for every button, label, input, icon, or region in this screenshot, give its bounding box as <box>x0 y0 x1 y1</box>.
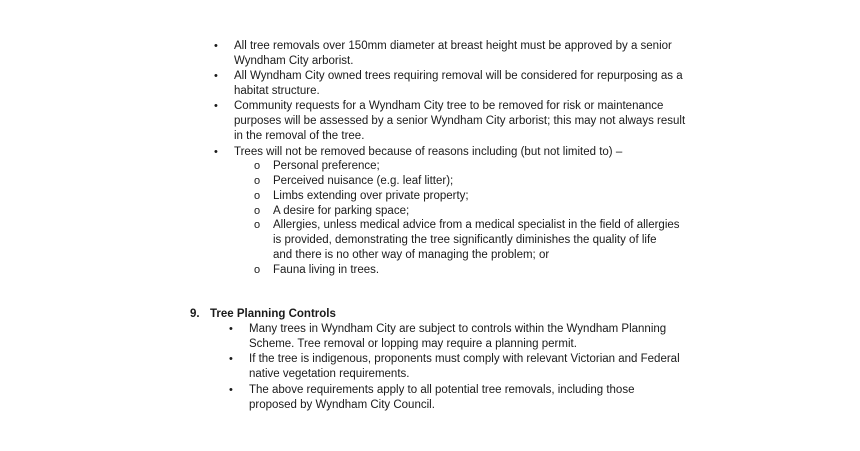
circle-marker: o <box>254 219 261 231</box>
bullet-marker: • <box>214 40 218 52</box>
bullet-marker: • <box>229 384 233 396</box>
circle-marker: o <box>254 175 261 187</box>
list-a-item-3-line-1: Community requests for a Wyndham City tree to be removed for risk or maintenance <box>234 100 664 112</box>
list-b-item-3-line-2: proposed by Wyndham City Council. <box>249 399 435 411</box>
circle-marker: o <box>254 160 261 172</box>
list-a-item-3-line-2: purposes will be assessed by a senior Wyndham City arborist; this may not always result <box>234 115 686 127</box>
sub-item-5-line-1: Allergies, unless medical advice from a medical specialist in the field of allergies <box>273 219 680 231</box>
list-b-item-3-line-1: The above requirements apply to all potential tree removals, including those <box>249 384 635 396</box>
circle-marker: o <box>254 264 261 276</box>
bullet-marker: • <box>214 146 218 158</box>
list-a-item-1-line-1: All tree removals over 150mm diameter at breast height must be approved by a senior <box>234 40 672 52</box>
sub-item-2: Perceived nuisance (e.g. leaf litter); <box>273 175 454 187</box>
bullet-marker: • <box>214 70 218 82</box>
sub-item-5-line-2: is provided, demonstrating the tree significantly diminishes the quality of life <box>273 234 657 246</box>
bullet-marker: • <box>214 100 218 112</box>
list-b-item-2-line-1: If the tree is indigenous, proponents must comply with relevant Victorian and Federal <box>249 353 680 365</box>
sub-item-4: A desire for parking space; <box>273 205 410 217</box>
list-a-item-3-line-3: in the removal of the tree. <box>234 130 365 142</box>
sub-item-3: Limbs extending over private property; <box>273 190 469 202</box>
list-b-item-1-line-2: Scheme. Tree removal or lopping may require a planning permit. <box>249 338 577 350</box>
list-b-item-1-line-1: Many trees in Wyndham City are subject to controls within the Wyndham Planning <box>249 323 667 335</box>
bullet-marker: • <box>229 353 233 365</box>
list-a-item-4-line-1: Trees will not be removed because of reasons including (but not limited to) – <box>234 146 623 158</box>
circle-marker: o <box>254 190 261 202</box>
circle-marker: o <box>254 205 261 217</box>
bullet-marker: • <box>229 323 233 335</box>
sub-item-1: Personal preference; <box>273 160 380 172</box>
sub-item-6: Fauna living in trees. <box>273 264 380 276</box>
list-b-item-2-line-2: native vegetation requirements. <box>249 368 410 380</box>
section-number: 9. <box>190 308 200 320</box>
list-a-item-1-line-2: Wyndham City arborist. <box>234 55 354 67</box>
section-title: Tree Planning Controls <box>210 308 336 320</box>
sub-item-5-line-3: and there is no other way of managing the problem; or <box>273 249 550 261</box>
list-a-item-2-line-2: habitat structure. <box>234 85 320 97</box>
list-a-item-2-line-1: All Wyndham City owned trees requiring removal will be considered for repurposing as a <box>234 70 683 82</box>
